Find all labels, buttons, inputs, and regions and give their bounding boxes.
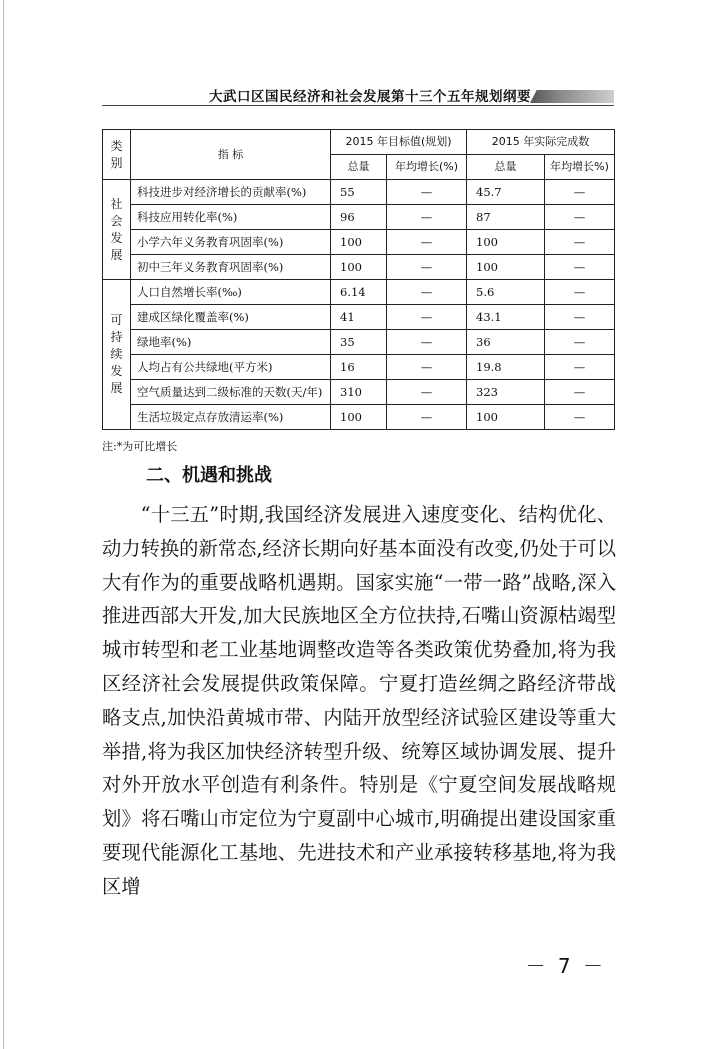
actual-growth-cell: — bbox=[545, 405, 615, 430]
actual-total-cell: 5.6 bbox=[467, 280, 545, 305]
table-body bbox=[103, 180, 615, 430]
target-total-cell: 100 bbox=[331, 255, 387, 280]
actual-total-cell: 19.8 bbox=[467, 355, 545, 380]
actual-total-cell: 87 bbox=[467, 205, 545, 230]
header-target-group: 2015 年目标值(规划) bbox=[331, 130, 467, 155]
table-note: 注:*为可比增长 bbox=[102, 440, 178, 453]
actual-growth-cell: — bbox=[545, 330, 615, 355]
actual-total-cell: 100 bbox=[467, 255, 545, 280]
target-growth-cell: — bbox=[387, 405, 467, 430]
actual-growth-cell: — bbox=[545, 205, 615, 230]
header-actual-group: 2015 年实际完成数 bbox=[467, 130, 615, 155]
target-total-cell: 16 bbox=[331, 355, 387, 380]
table-row bbox=[103, 380, 615, 405]
indicator-cell: 建成区绿化覆盖率(%) bbox=[131, 305, 331, 330]
indicator-cell: 小学六年义务教育巩固率(%) bbox=[131, 230, 331, 255]
indicator-cell: 科技进步对经济增长的贡献率(%) bbox=[131, 180, 331, 205]
header-category-label: 类 别 bbox=[110, 138, 123, 170]
category-cell: 可 持 续 发 展 bbox=[103, 280, 131, 430]
target-growth-cell: — bbox=[387, 305, 467, 330]
target-total-cell: 100 bbox=[331, 405, 387, 430]
table-row bbox=[103, 330, 615, 355]
table-row bbox=[103, 255, 615, 280]
header-rule bbox=[102, 105, 614, 106]
indicator-table bbox=[102, 129, 615, 430]
table-row bbox=[103, 280, 615, 305]
header-decorative-bar bbox=[530, 90, 614, 103]
actual-growth-cell: — bbox=[545, 305, 615, 330]
table-row bbox=[103, 305, 615, 330]
target-total-cell: 310 bbox=[331, 380, 387, 405]
header-category bbox=[103, 130, 131, 180]
target-growth-cell: — bbox=[387, 280, 467, 305]
target-growth-cell: — bbox=[387, 380, 467, 405]
actual-total-cell: 43.1 bbox=[467, 305, 545, 330]
header-actual-growth: 年均增长%) bbox=[545, 155, 615, 180]
indicator-cell: 科技应用转化率(%) bbox=[131, 205, 331, 230]
table-row bbox=[103, 205, 615, 230]
actual-growth-cell: — bbox=[545, 230, 615, 255]
target-growth-cell: — bbox=[387, 205, 467, 230]
actual-total-cell: 36 bbox=[467, 330, 545, 355]
actual-growth-cell: — bbox=[545, 355, 615, 380]
target-growth-cell: — bbox=[387, 255, 467, 280]
table-row bbox=[103, 405, 615, 430]
actual-total-cell: 100 bbox=[467, 230, 545, 255]
body-paragraph: “十三五”时期,我国经济发展进入速度变化、结构优化、动力转换的新常态,经济长期向好基本面没有改变,仍处于可以大有作为的重要战略机遇期。国家实施“一带一路”战略,深入推进西部大开发,加大民族地区全方位扶持,石嘴山资源枯竭型城市转型和老工业基地调整改造等各类政策优势叠加,将为我区经济社会发展提供政策保障。宁夏打造丝绸之路经济带战略支点,加快沿黄城市带、内陆开放型经济试验区建设等重大举措,将为我区加快经济转型升级、统筹区域协调发展、提升对外开放水平创造有利条件。特别是《宁夏空间发展战略规划》将石嘴山市定位为宁夏副中心城市,明确提出建设国家重要现代能源化工基地、先进技术和产业承接转移基地,将为我区增 bbox=[102, 503, 616, 898]
target-total-cell: 35 bbox=[331, 330, 387, 355]
table-row bbox=[103, 355, 615, 380]
actual-total-cell: 323 bbox=[467, 380, 545, 405]
header-title: 大武口区国民经济和社会发展第十三个五年规划纲要 bbox=[209, 89, 531, 105]
indicator-cell: 生活垃圾定点存放清运率(%) bbox=[131, 405, 331, 430]
target-growth-cell: — bbox=[387, 355, 467, 380]
header-actual-total: 总量 bbox=[467, 155, 545, 180]
target-total-cell: 96 bbox=[331, 205, 387, 230]
header-target-total: 总量 bbox=[331, 155, 387, 180]
table-row bbox=[103, 230, 615, 255]
target-total-cell: 6.14 bbox=[331, 280, 387, 305]
target-growth-cell: — bbox=[387, 230, 467, 255]
header-target-growth: 年均增长(%) bbox=[387, 155, 467, 180]
indicator-cell: 人口自然增长率(‰) bbox=[131, 280, 331, 305]
target-total-cell: 55 bbox=[331, 180, 387, 205]
indicator-cell: 绿地率(%) bbox=[131, 330, 331, 355]
target-total-cell: 100 bbox=[331, 230, 387, 255]
actual-growth-cell: — bbox=[545, 180, 615, 205]
actual-growth-cell: — bbox=[545, 280, 615, 305]
table-row bbox=[103, 180, 615, 205]
page-edge-line bbox=[3, 0, 4, 1049]
page-number: － 7 － bbox=[525, 954, 606, 978]
target-growth-cell: — bbox=[387, 330, 467, 355]
actual-total-cell: 100 bbox=[467, 405, 545, 430]
actual-growth-cell: — bbox=[545, 380, 615, 405]
actual-total-cell: 45.7 bbox=[467, 180, 545, 205]
running-header bbox=[0, 88, 716, 108]
indicator-cell: 人均占有公共绿地(平方米) bbox=[131, 355, 331, 380]
target-total-cell: 41 bbox=[331, 305, 387, 330]
actual-growth-cell: — bbox=[545, 255, 615, 280]
header-indicator: 指 标 bbox=[131, 130, 331, 180]
target-growth-cell: — bbox=[387, 180, 467, 205]
category-cell: 社 会 发 展 bbox=[103, 180, 131, 280]
indicator-cell: 初中三年义务教育巩固率(%) bbox=[131, 255, 331, 280]
section-heading: 二、机遇和挑战 bbox=[146, 465, 272, 486]
indicator-cell: 空气质量达到二级标准的天数(天/年) bbox=[131, 380, 331, 405]
